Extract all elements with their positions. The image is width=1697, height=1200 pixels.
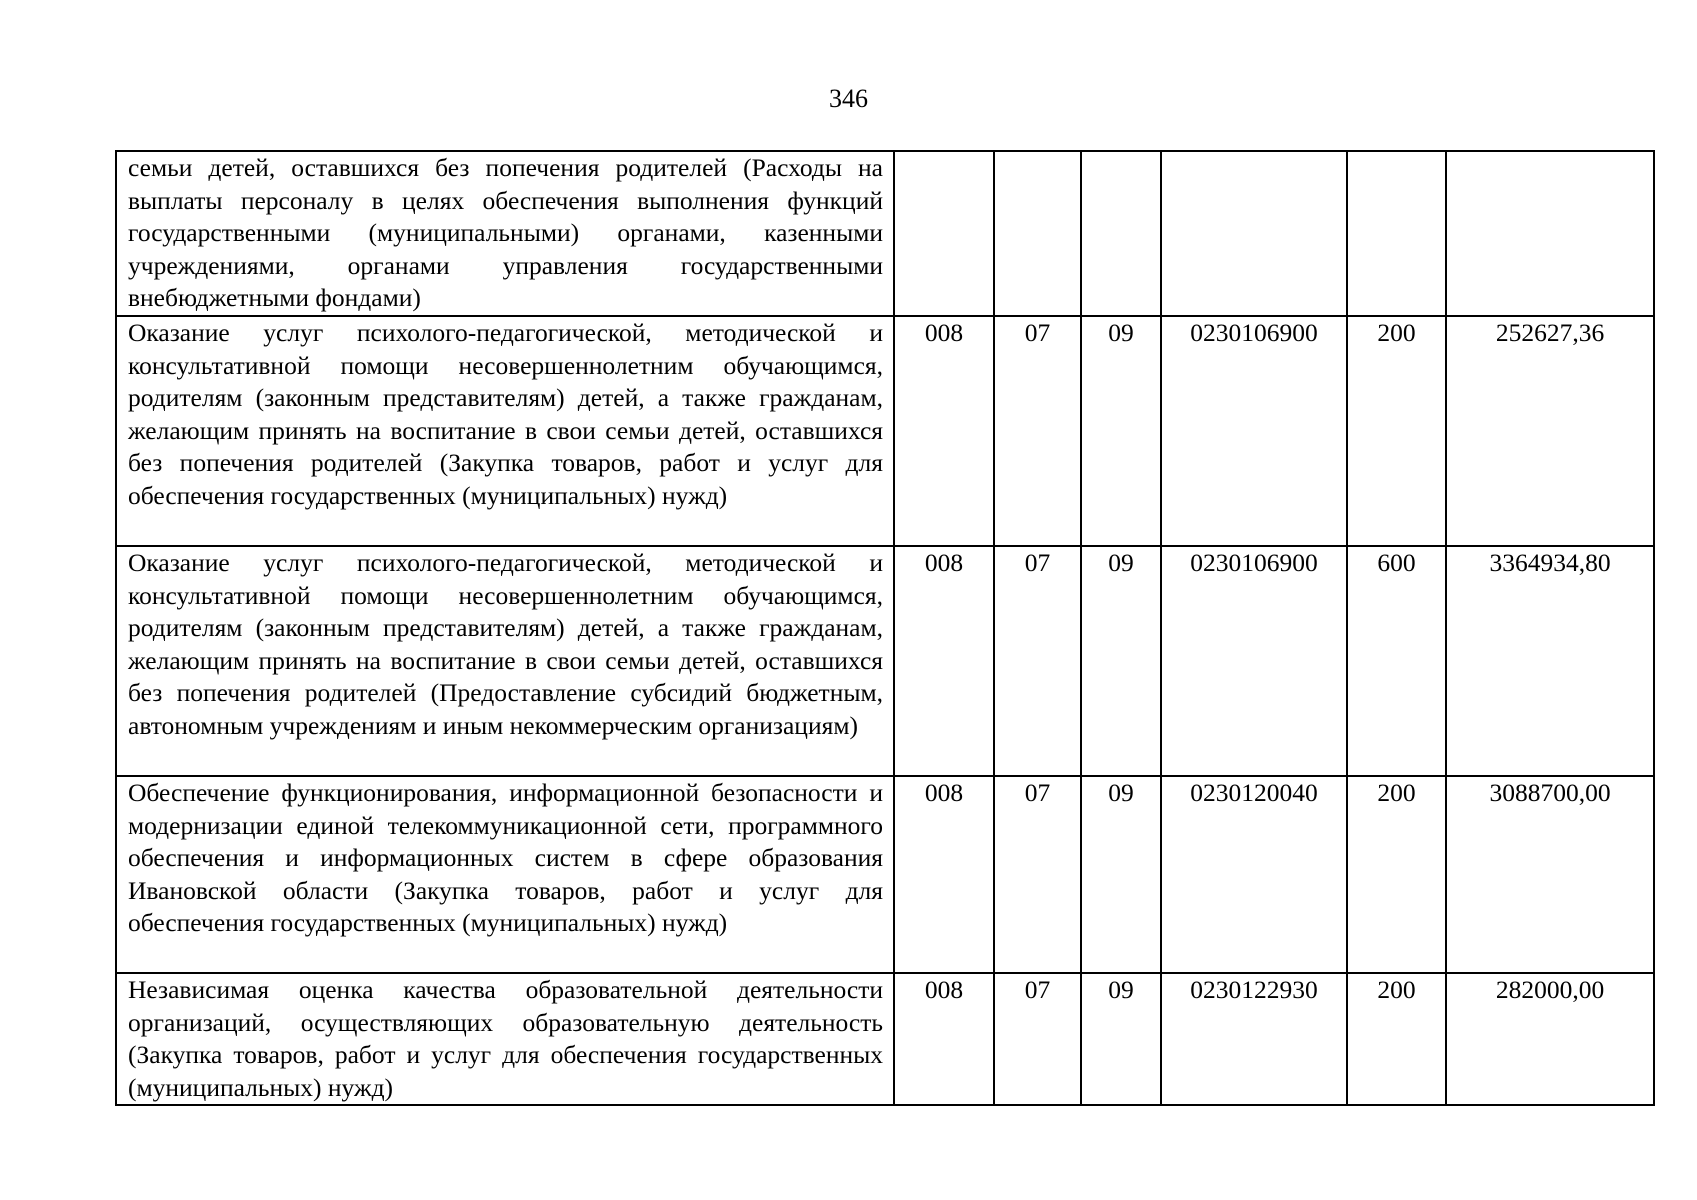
table-row [116,973,1654,1105]
amount-cell: 3364934,80 [1446,546,1654,776]
table-row [116,546,1654,776]
target-article-cell: 0230120040 [1161,776,1347,973]
table-row [116,151,1654,316]
description-cell: Независимая оценка качества образовательной деятельности организаций, осуществляющих образовательную деятельность (Закупка товаров, работ и услуг для обеспечения государственных (муниципальных) нужд) [116,973,894,1105]
expense-type-cell: 200 [1347,776,1446,973]
section-code-cell: 07 [994,316,1081,546]
subsection-code-cell: 09 [1081,973,1161,1105]
amount-cell: 3088700,00 [1446,776,1654,973]
budget-table [115,150,1655,1106]
subsection-code-cell: 09 [1081,776,1161,973]
subsection-code-cell [1081,151,1161,316]
target-article-cell: 0230106900 [1161,316,1347,546]
amount-cell: 282000,00 [1446,973,1654,1105]
ministry-code-cell: 008 [894,546,994,776]
section-code-cell: 07 [994,973,1081,1105]
target-article-cell: 0230122930 [1161,973,1347,1105]
subsection-code-cell: 09 [1081,316,1161,546]
ministry-code-cell: 008 [894,973,994,1105]
description-cell: Оказание услуг психолого-педагогической, методической и консультативной помощи несовершеннолетним обучающимся, родителям (законным представителям) детей, а также гражданам, желающим принять на воспитание в свои семьи детей, оставшихся без попечения родителей (Закупка товаров, работ и услуг для обеспечения государственных (муниципальных) нужд) [116,316,894,546]
page-number: 346 [829,84,868,113]
expense-type-cell: 200 [1347,316,1446,546]
subsection-code-cell: 09 [1081,546,1161,776]
amount-cell [1446,151,1654,316]
expense-type-cell: 600 [1347,546,1446,776]
description-cell: семьи детей, оставшихся без попечения родителей (Расходы на выплаты персоналу в целях обеспечения выполнения функций государственными (муниципальными) органами, казенными учреждениями, органами управления государственными внебюджетными фондами) [116,151,894,316]
target-article-cell [1161,151,1347,316]
target-article-cell: 0230106900 [1161,546,1347,776]
amount-cell: 252627,36 [1446,316,1654,546]
expense-type-cell: 200 [1347,973,1446,1105]
description-cell: Обеспечение функционирования, информационной безопасности и модернизации единой телекоммуникационной сети, программного обеспечения и информационных систем в сфере образования Ивановской области (Закупка товаров, работ и услуг для обеспечения государственных (муниципальных) нужд) [116,776,894,973]
section-code-cell: 07 [994,776,1081,973]
section-code-cell [994,151,1081,316]
table-row [116,776,1654,973]
description-cell: Оказание услуг психолого-педагогической, методической и консультативной помощи несовершеннолетним обучающимся, родителям (законным представителям) детей, а также гражданам, желающим принять на воспитание в свои семьи детей, оставшихся без попечения родителей (Предоставление субсидий бюджетным, автономным учреждениям и иным некоммерческим организациям) [116,546,894,776]
ministry-code-cell: 008 [894,776,994,973]
table-row [116,316,1654,546]
expense-type-cell [1347,151,1446,316]
ministry-code-cell: 008 [894,316,994,546]
ministry-code-cell [894,151,994,316]
section-code-cell: 07 [994,546,1081,776]
